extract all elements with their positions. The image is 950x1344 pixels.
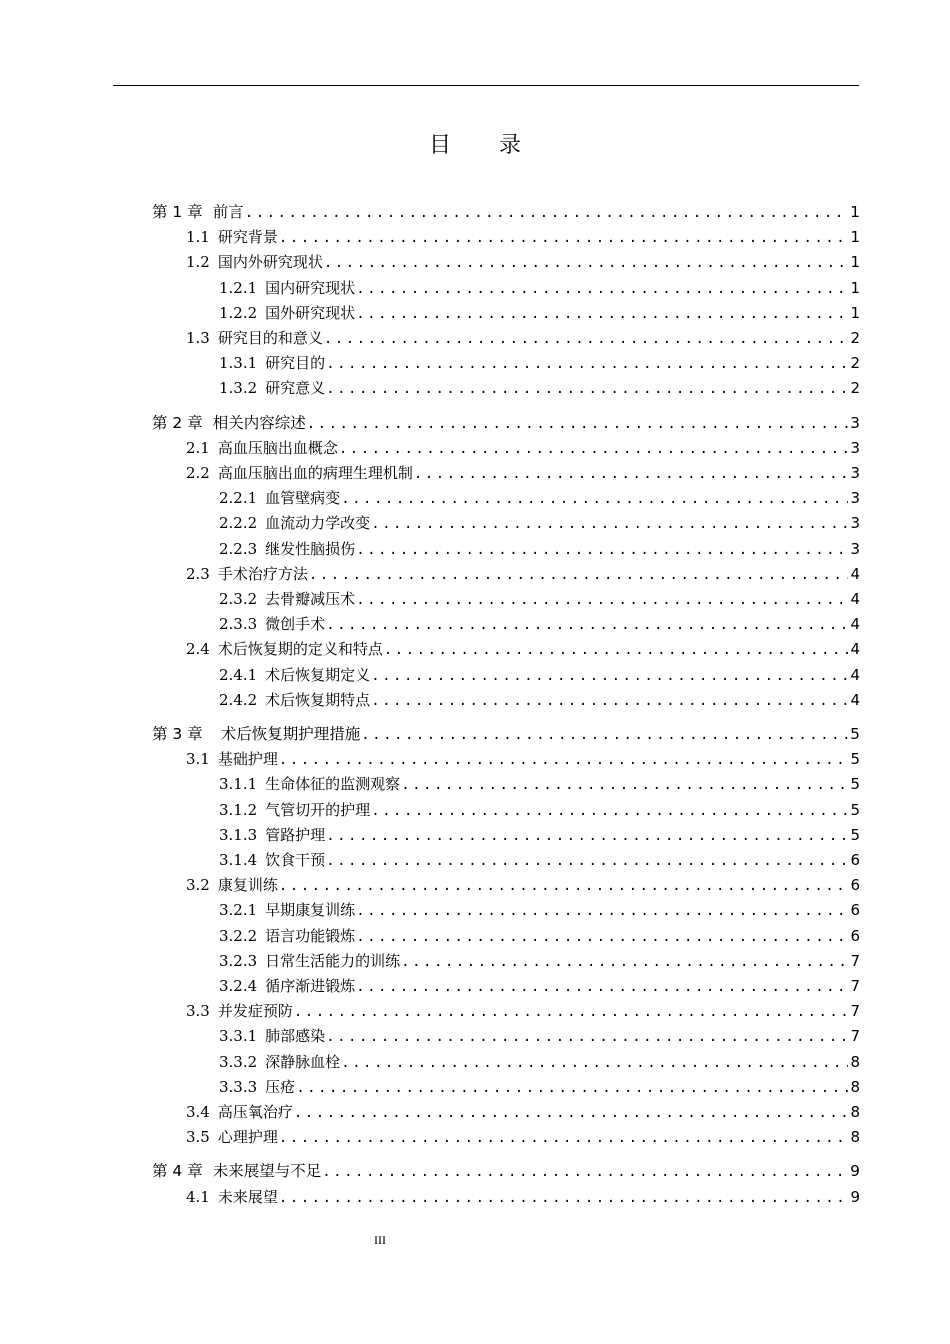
toc-section-entry[interactable] [219,376,860,400]
toc-entry-page: 4 [850,640,860,659]
toc-entry-title: 术后恢复期护理措施 [220,725,361,743]
dot-leader [414,462,849,486]
dot-leader [356,925,848,949]
toc-entry-number: 2.4 [186,640,210,659]
toc-chapter-entry[interactable] [152,1159,860,1183]
page-title [0,128,950,159]
toc-entry-page: 4 [850,690,860,709]
toc-entry-page: 8 [850,1052,860,1071]
toc-section-entry[interactable] [186,1125,860,1149]
toc-entry-page: 1 [850,278,860,297]
dot-leader [371,512,848,536]
toc-entry-page: 7 [850,1002,860,1021]
toc-entry-page: 4 [850,590,860,608]
toc-section-entry[interactable] [219,949,860,973]
dot-leader [279,1126,849,1150]
toc-entry-number: 第 2 章 [152,413,203,432]
toc-section-entry[interactable] [219,772,860,796]
dot-leader [371,799,848,823]
toc-entry-number: 1.2 [186,253,210,272]
dot-leader [245,201,848,225]
dot-leader [326,352,848,376]
dot-leader [324,251,849,275]
toc-entry-page: 3 [850,464,860,482]
toc-section-entry[interactable] [186,326,860,350]
toc-entry-page: 1 [850,303,860,322]
dot-leader [294,1101,849,1125]
toc-section-entry[interactable] [219,537,860,561]
toc-entry-number: 2.3.2 [219,590,258,608]
toc-entry-title: 术后恢复期定义 [265,665,371,684]
toc-entry-number: 2.2.3 [219,539,258,558]
toc-entry-number: 3.1.1 [219,775,258,794]
toc-entry-page: 8 [850,1077,860,1096]
toc-entry-number: 3.1.2 [219,800,258,819]
toc-section-entry[interactable] [186,225,860,249]
title-char-2: 录 [499,133,522,158]
toc-section-entry[interactable] [219,486,860,510]
dot-leader [361,723,848,747]
toc-entry-page: 4 [850,615,860,634]
toc-entry-page: 5 [850,775,860,794]
title-char-1: 目 [428,133,451,158]
toc-section-entry[interactable] [219,798,860,822]
dot-leader [307,412,848,436]
toc-entry-title: 早期康复训练 [265,901,356,920]
toc-entry-title: 高血压脑出血概念 [217,438,338,457]
toc-section-entry[interactable] [186,873,860,897]
toc-entry-number: 2.3.3 [219,615,258,634]
dot-leader [326,377,848,401]
toc-entry-number: 1.3.1 [219,354,258,373]
toc-entry-title: 前言 [212,203,244,221]
toc-entry-number: 2.1 [186,438,210,457]
toc-section-entry[interactable] [219,848,860,872]
dot-leader [322,1160,848,1184]
toc-entry-title: 继发性脑损伤 [265,539,356,558]
toc-entry-page: 6 [850,876,860,895]
toc-section-entry[interactable] [186,747,860,771]
toc-entry-page: 7 [850,951,860,970]
toc-entry-title: 国外研究现状 [265,303,356,322]
toc-section-entry[interactable] [219,511,860,535]
toc-section-entry[interactable] [219,1075,860,1099]
toc-entry-number: 第 3 章 [152,725,203,743]
toc-entry-page: 1 [850,203,860,221]
toc-entry-title: 高压氧治疗 [217,1103,293,1121]
toc-entry-title: 去骨瓣减压术 [265,590,356,608]
toc-entry-page: 5 [850,825,860,844]
toc-entry-number: 2.2 [186,464,210,482]
dot-leader [401,773,848,797]
toc-section-entry[interactable] [186,999,860,1023]
toc-entry-title: 高血压脑出血的病理生理机制 [217,464,413,482]
toc-entry-title: 研究目的和意义 [217,329,323,347]
dot-leader [279,874,849,898]
header-rule [113,85,859,86]
toc-section-entry[interactable] [186,436,860,460]
toc-entry-number: 3.3.1 [219,1027,258,1046]
toc-entry-title: 生命体征的监测观察 [265,775,401,794]
toc-entry-title: 微创手术 [265,615,326,634]
toc-entry-page: 6 [850,851,860,869]
dot-leader [279,1186,849,1210]
toc-entry-number: 2.2.1 [219,489,258,508]
toc-entry-number: 1.3.2 [219,379,258,398]
toc-entry-title: 国内外研究现状 [217,253,323,272]
toc-entry-page: 7 [850,1027,860,1046]
toc-entry-title: 研究背景 [217,228,278,247]
toc-entry-number: 3.5 [186,1128,210,1147]
dot-leader [326,1025,848,1049]
dot-leader [309,563,849,587]
toc-entry-title: 肺部感染 [265,1027,326,1046]
toc-entry-page: 7 [850,977,860,995]
toc-entry-title: 日常生活能力的训练 [265,951,401,970]
toc-entry-title: 气管切开的护理 [265,800,371,819]
toc-entry-page: 5 [850,800,860,819]
toc-entry-title: 国内研究现状 [265,278,356,297]
toc-entry-number: 3.3.2 [219,1052,258,1071]
toc-section-entry[interactable] [219,924,860,948]
toc-entry-page: 6 [850,926,860,945]
toc-entry-title: 并发症预防 [217,1002,293,1021]
toc-section-entry[interactable] [219,823,860,847]
toc-entry-page: 9 [850,1162,860,1181]
dot-leader [356,302,848,326]
toc-section-entry[interactable] [219,1050,860,1074]
toc-entry-number: 3.2 [186,876,210,895]
dot-leader [324,327,849,351]
page-number-footer: III [374,1233,386,1247]
toc-section-entry[interactable] [219,688,860,712]
toc-entry-number: 3.2.2 [219,926,258,945]
toc-entry-page: 6 [850,901,860,920]
toc-entry-page: 2 [850,329,860,347]
toc-entry-page: 8 [850,1103,860,1121]
toc-entry-title: 未来展望 [217,1187,278,1206]
toc-chapter-entry[interactable] [152,200,860,224]
toc-entry-title: 饮食干预 [265,851,326,869]
toc-entry-title: 心理护理 [217,1128,278,1147]
dot-leader [356,975,848,999]
toc-entry-number: 1.2.1 [219,278,258,297]
toc-entry-title: 管路护理 [265,825,326,844]
toc-entry-number: 3.3 [186,1002,210,1021]
toc-entry-number: 3.4 [186,1103,210,1121]
toc-entry-title: 相关内容综述 [212,413,306,432]
toc-entry-number: 3.2.1 [219,901,258,920]
dot-leader [384,638,849,662]
toc-section-entry[interactable] [219,898,860,922]
toc-section-entry[interactable] [186,1100,860,1124]
toc-entry-title: 未来展望与不足 [212,1162,322,1181]
dot-leader [294,1000,849,1024]
toc-entry-title: 循序渐进锻炼 [265,977,356,995]
dot-leader [356,538,848,562]
toc-chapter-entry[interactable] [152,411,860,435]
toc-entry-number: 1.2.2 [219,303,258,322]
toc-chapter-entry[interactable] [152,722,860,746]
dot-leader [296,1076,848,1100]
dot-leader [371,664,848,688]
toc-entry-title: 术后恢复期的定义和特点 [217,640,383,659]
toc-entry-number: 2.4.1 [219,665,258,684]
toc-entry-page: 3 [850,413,860,432]
toc-section-entry[interactable] [186,461,860,485]
toc-entry-title: 血流动力学改变 [265,514,371,533]
toc-entry-title: 术后恢复期特点 [265,690,371,709]
toc-entry-number: 第 4 章 [152,1162,203,1181]
dot-leader [341,1051,848,1075]
toc-section-entry[interactable] [219,351,860,375]
toc-section-entry[interactable] [219,301,860,325]
toc-section-entry[interactable] [219,612,860,636]
toc-entry-number: 4.1 [186,1187,210,1206]
dot-leader [371,689,848,713]
dot-leader [279,748,849,772]
toc-section-entry[interactable] [219,276,860,300]
toc-entry-page: 3 [850,539,860,558]
dot-leader [341,487,848,511]
toc-section-entry[interactable] [219,974,860,998]
toc-entry-title: 研究意义 [265,379,326,398]
toc-entry-number: 2.4.2 [219,690,258,709]
toc-entry-page: 2 [850,379,860,398]
toc-entry-page: 4 [850,564,860,583]
toc-entry-page: 3 [850,514,860,533]
dot-leader [339,437,849,461]
toc-entry-number: 3.2.4 [219,977,258,995]
dot-leader [326,824,848,848]
toc-entry-number: 1.1 [186,228,210,247]
toc-entry-title: 研究目的 [265,354,326,373]
dot-leader [356,277,848,301]
toc-entry-number: 3.3.3 [219,1077,258,1096]
toc-entry-title: 深静脉血栓 [265,1052,341,1071]
toc-entry-page: 3 [850,489,860,508]
toc-entry-title: 血管壁病变 [265,489,341,508]
toc-entry-number: 3.1.4 [219,851,258,869]
toc-section-entry[interactable] [186,250,860,274]
toc-entry-number: 2.2.2 [219,514,258,533]
toc-entry-page: 2 [850,354,860,373]
toc-entry-title: 康复训练 [217,876,278,895]
dot-leader [356,899,848,923]
toc-section-entry[interactable] [219,663,860,687]
toc-entry-number: 3.1 [186,750,210,769]
toc-entry-page: 4 [850,665,860,684]
dot-leader [356,588,848,612]
toc-entry-page: 3 [850,438,860,457]
toc-entry-page: 5 [850,750,860,769]
toc-entry-title: 基础护理 [217,750,278,769]
toc-entry-number: 1.3 [186,329,210,347]
dot-leader [401,950,848,974]
toc-entry-number: 2.3 [186,564,210,583]
toc-section-entry[interactable] [186,562,860,586]
toc-entry-title: 压疮 [265,1077,296,1096]
dot-leader [326,849,848,873]
toc-section-entry[interactable] [219,1024,860,1048]
toc-entry-number: 3.1.3 [219,825,258,844]
toc-entry-page: 5 [850,725,860,743]
toc-section-entry[interactable] [186,637,860,661]
toc-entry-page: 9 [850,1187,860,1206]
toc-section-entry[interactable] [219,587,860,611]
toc-entry-page: 8 [850,1128,860,1147]
toc-entry-page: 1 [850,228,860,247]
toc-section-entry[interactable] [186,1185,860,1209]
toc-entry-title: 手术治疗方法 [217,564,308,583]
toc-entry-number: 第 1 章 [152,203,203,221]
toc-entry-page: 1 [850,253,860,272]
toc-entry-title: 语言功能锻炼 [265,926,356,945]
dot-leader [279,226,849,250]
dot-leader [326,613,848,637]
toc-entry-number: 3.2.3 [219,951,258,970]
